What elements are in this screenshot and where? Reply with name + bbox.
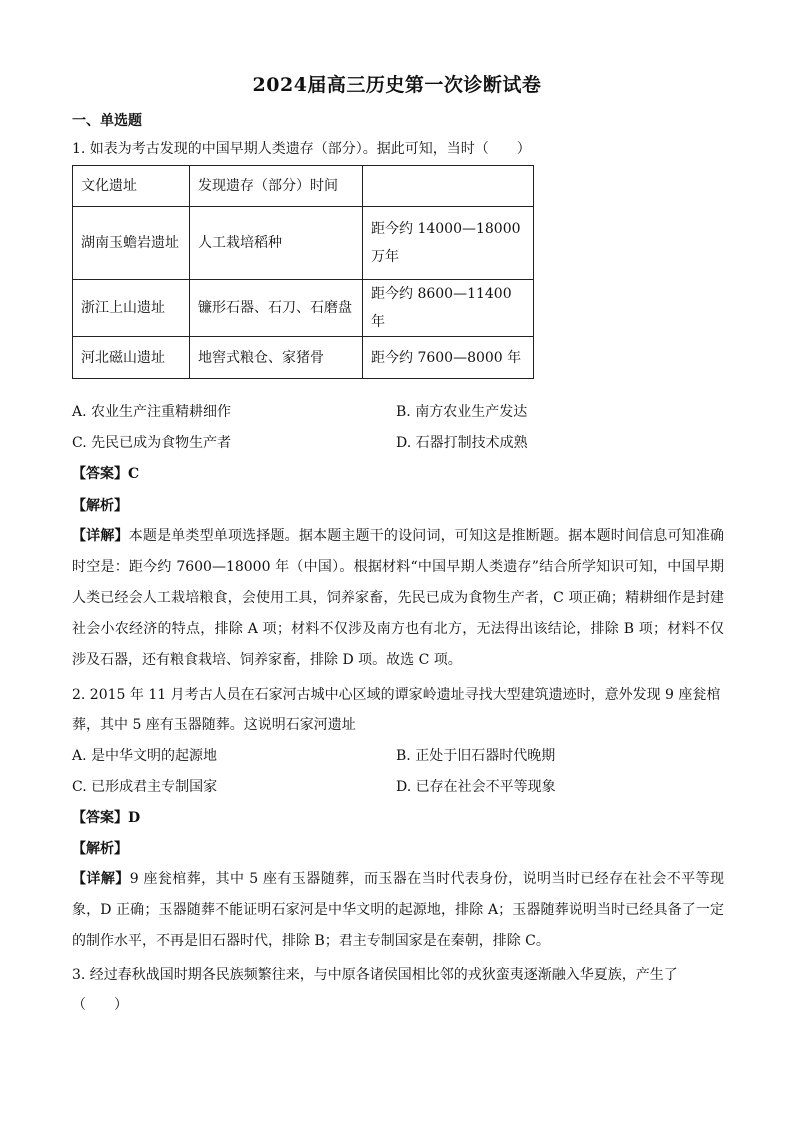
- table-cell: 浙江上山遗址: [73, 280, 190, 337]
- table-cell: 距今约 8600—11400 年: [363, 280, 534, 337]
- option-a: A. 农业生产注重精耕细作: [72, 404, 232, 420]
- page-title: 2024届高三历史第一次诊断试卷: [252, 74, 542, 96]
- detail-label: 【详解】: [72, 528, 129, 544]
- table-cell: 地窖式粮仓、家猪骨: [190, 337, 363, 379]
- option-b: B. 南方农业生产发达: [396, 404, 528, 420]
- table-header-cell: [363, 166, 534, 207]
- analysis-label: 【解析】: [72, 841, 128, 857]
- answer-label: 【答案】D: [72, 810, 141, 826]
- table-row: [73, 337, 534, 379]
- table-header-cell: 发现遗存（部分）时间: [190, 166, 363, 207]
- question-1-stem: 1. 如表为考古发现的中国早期人类遗存（部分）。据此可知，当时（ ）: [72, 141, 531, 157]
- answer-label: 【答案】C: [72, 466, 140, 482]
- table-cell: 湖南玉蟾岩遗址: [73, 207, 190, 280]
- question-2-stem-line2: 葬，其中 5 座有玉器随葬。这说明石家河遗址: [72, 717, 356, 733]
- option-a: A. 是中华文明的起源地: [72, 748, 218, 764]
- analysis-label: 【解析】: [72, 498, 128, 514]
- option-d: D. 已存在社会不平等现象: [396, 779, 556, 795]
- relics-table: [72, 165, 534, 379]
- option-c: C. 已形成君主专制国家: [72, 779, 218, 795]
- table-cell: 距今约 14000—18000 万年: [363, 207, 534, 280]
- table-header-cell: 文化遗址: [73, 166, 190, 207]
- section-heading: 一、单选题: [72, 113, 142, 129]
- table-cell: 河北磁山遗址: [73, 337, 190, 379]
- table-header-row: [73, 166, 534, 207]
- question-3-stem-line1: 3. 经过春秋战国时期各民族频繁往来，与中原各诸侯国相比邻的戎狄蛮夷逐渐融入华夏族，产生了: [72, 967, 678, 983]
- table-row: [73, 280, 534, 337]
- explanation-paragraph: [72, 864, 724, 957]
- option-c: C. 先民已成为食物生产者: [72, 435, 232, 451]
- option-d: D. 石器打制技术成熟: [396, 435, 528, 451]
- question-2-stem-line1: 2. 2015 年 11 月考古人员在石家河古城中心区域的谭家岭遗址寻找大型建筑遗迹时，意外发现 9 座瓮棺: [72, 687, 721, 703]
- option-b: B. 正处于旧石器时代晚期: [396, 748, 556, 764]
- explanation-paragraph: [72, 521, 724, 676]
- explanation-text: 9 座瓮棺葬，其中 5 座有玉器随葬，而玉器在当时代表身份，说明当时已经存在社会不平等现象，D 正确；玉器随葬不能证明石家河是中华文明的起源地，排除 A；玉器随葬说明当时已经具备了一定的制作水平，不再是旧石器时代，排除 B；君主专制国家是在秦朝，排除 C。: [72, 871, 725, 949]
- explanation-text: 本题是单类型单项选择题。据本题主题干的设问词，可知这是推断题。据本题时间信息可知准确时空是：距今约 7600—18000 年（中国）。根据材料“中国早期人类遗存”结合所学知识可知，中国早期人类已经会人工栽培粮食，会使用工具，饲养家畜，先民已成为食物生产者，C 项正确；精耕细作是封建社会小农经济的特点，排除 A 项；材料不仅涉及南方也有北方，无法得出该结论，排除 B 项；材料不仅涉及石器，还有粮食栽培、饲养家畜，排除 D 项。故选 C 项。: [72, 528, 725, 668]
- question-3-stem-line2: （ ）: [72, 997, 128, 1013]
- table-cell: 人工栽培稻种: [190, 207, 363, 280]
- table-cell: 距今约 7600—8000 年: [363, 337, 534, 379]
- table-row: [73, 207, 534, 280]
- table-cell: 镰形石器、石刀、石磨盘: [190, 280, 363, 337]
- detail-label: 【详解】: [72, 871, 130, 887]
